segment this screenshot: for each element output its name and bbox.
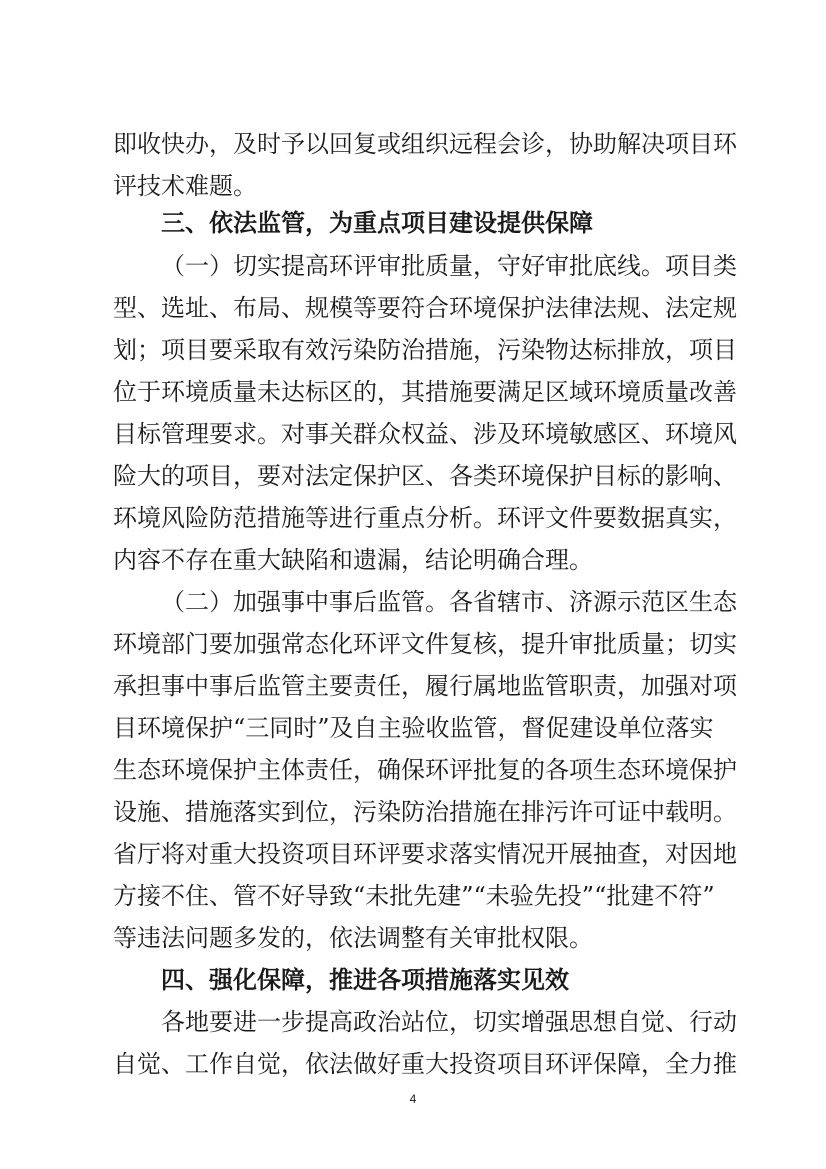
paragraph-line: 评技术难题。 [113,172,257,200]
paragraph-line: 位于环境质量未达标区的，其措施要满足区域环境质量改善 [113,378,737,406]
paragraph-line: （二）加强事中事后监管。各省辖市、济源示范区生态 [161,588,737,616]
paragraph-line: 设施、措施落实到位，污染防治措施在排污许可证中载明。 [113,798,737,826]
paragraph-line: 环境风险防范措施等进行重点分析。环评文件要数据真实， [113,504,737,532]
paragraph-line: 方接不住、管不好导致“未批先建”“未验先投”“批建不符” [113,882,715,910]
section-heading: 四、强化保障，推进各项措施落实见效 [161,966,569,994]
paragraph-line: 各地要进一步提高政治站位，切实增强思想自觉、行动 [161,1008,737,1036]
paragraph-line: 自觉、工作自觉，依法做好重大投资项目环评保障，全力推 [113,1050,737,1078]
paragraph-line: 险大的项目，要对法定保护区、各类环境保护目标的影响、 [113,462,737,490]
paragraph-line: 承担事中事后监管主要责任，履行属地监管职责，加强对项 [113,672,737,700]
paragraph-line: 划；项目要采取有效污染防治措施，污染物达标排放，项目 [113,336,737,364]
paragraph-line: 即收快办，及时予以回复或组织远程会诊，协助解决项目环 [113,130,737,158]
paragraph-line: 型、选址、布局、规模等要符合环境保护法律法规、法定规 [113,294,737,322]
paragraph-line: 目环境保护“三同时”及自主验收监管，督促建设单位落实 [113,714,714,742]
section-heading: 三、依法监管，为重点项目建设提供保障 [161,209,593,237]
paragraph-line: 等违法问题多发的，依法调整有关审批权限。 [113,924,593,952]
paragraph-line: 环境部门要加强常态化环评文件复核，提升审批质量；切实 [113,630,737,658]
page-number: 4 [409,1092,417,1106]
paragraph-line: 内容不存在重大缺陷和遗漏，结论明确合理。 [113,546,593,574]
paragraph-line: 生态环境保护主体责任，确保环评批复的各项生态环境保护 [113,756,737,784]
paragraph-line: 省厅将对重大投资项目环评要求落实情况开展抽查，对因地 [113,840,737,868]
paragraph-line: 目标管理要求。对事关群众权益、涉及环境敏感区、环境风 [113,420,737,448]
paragraph-line: （一）切实提高环评审批质量，守好审批底线。项目类 [161,252,737,280]
